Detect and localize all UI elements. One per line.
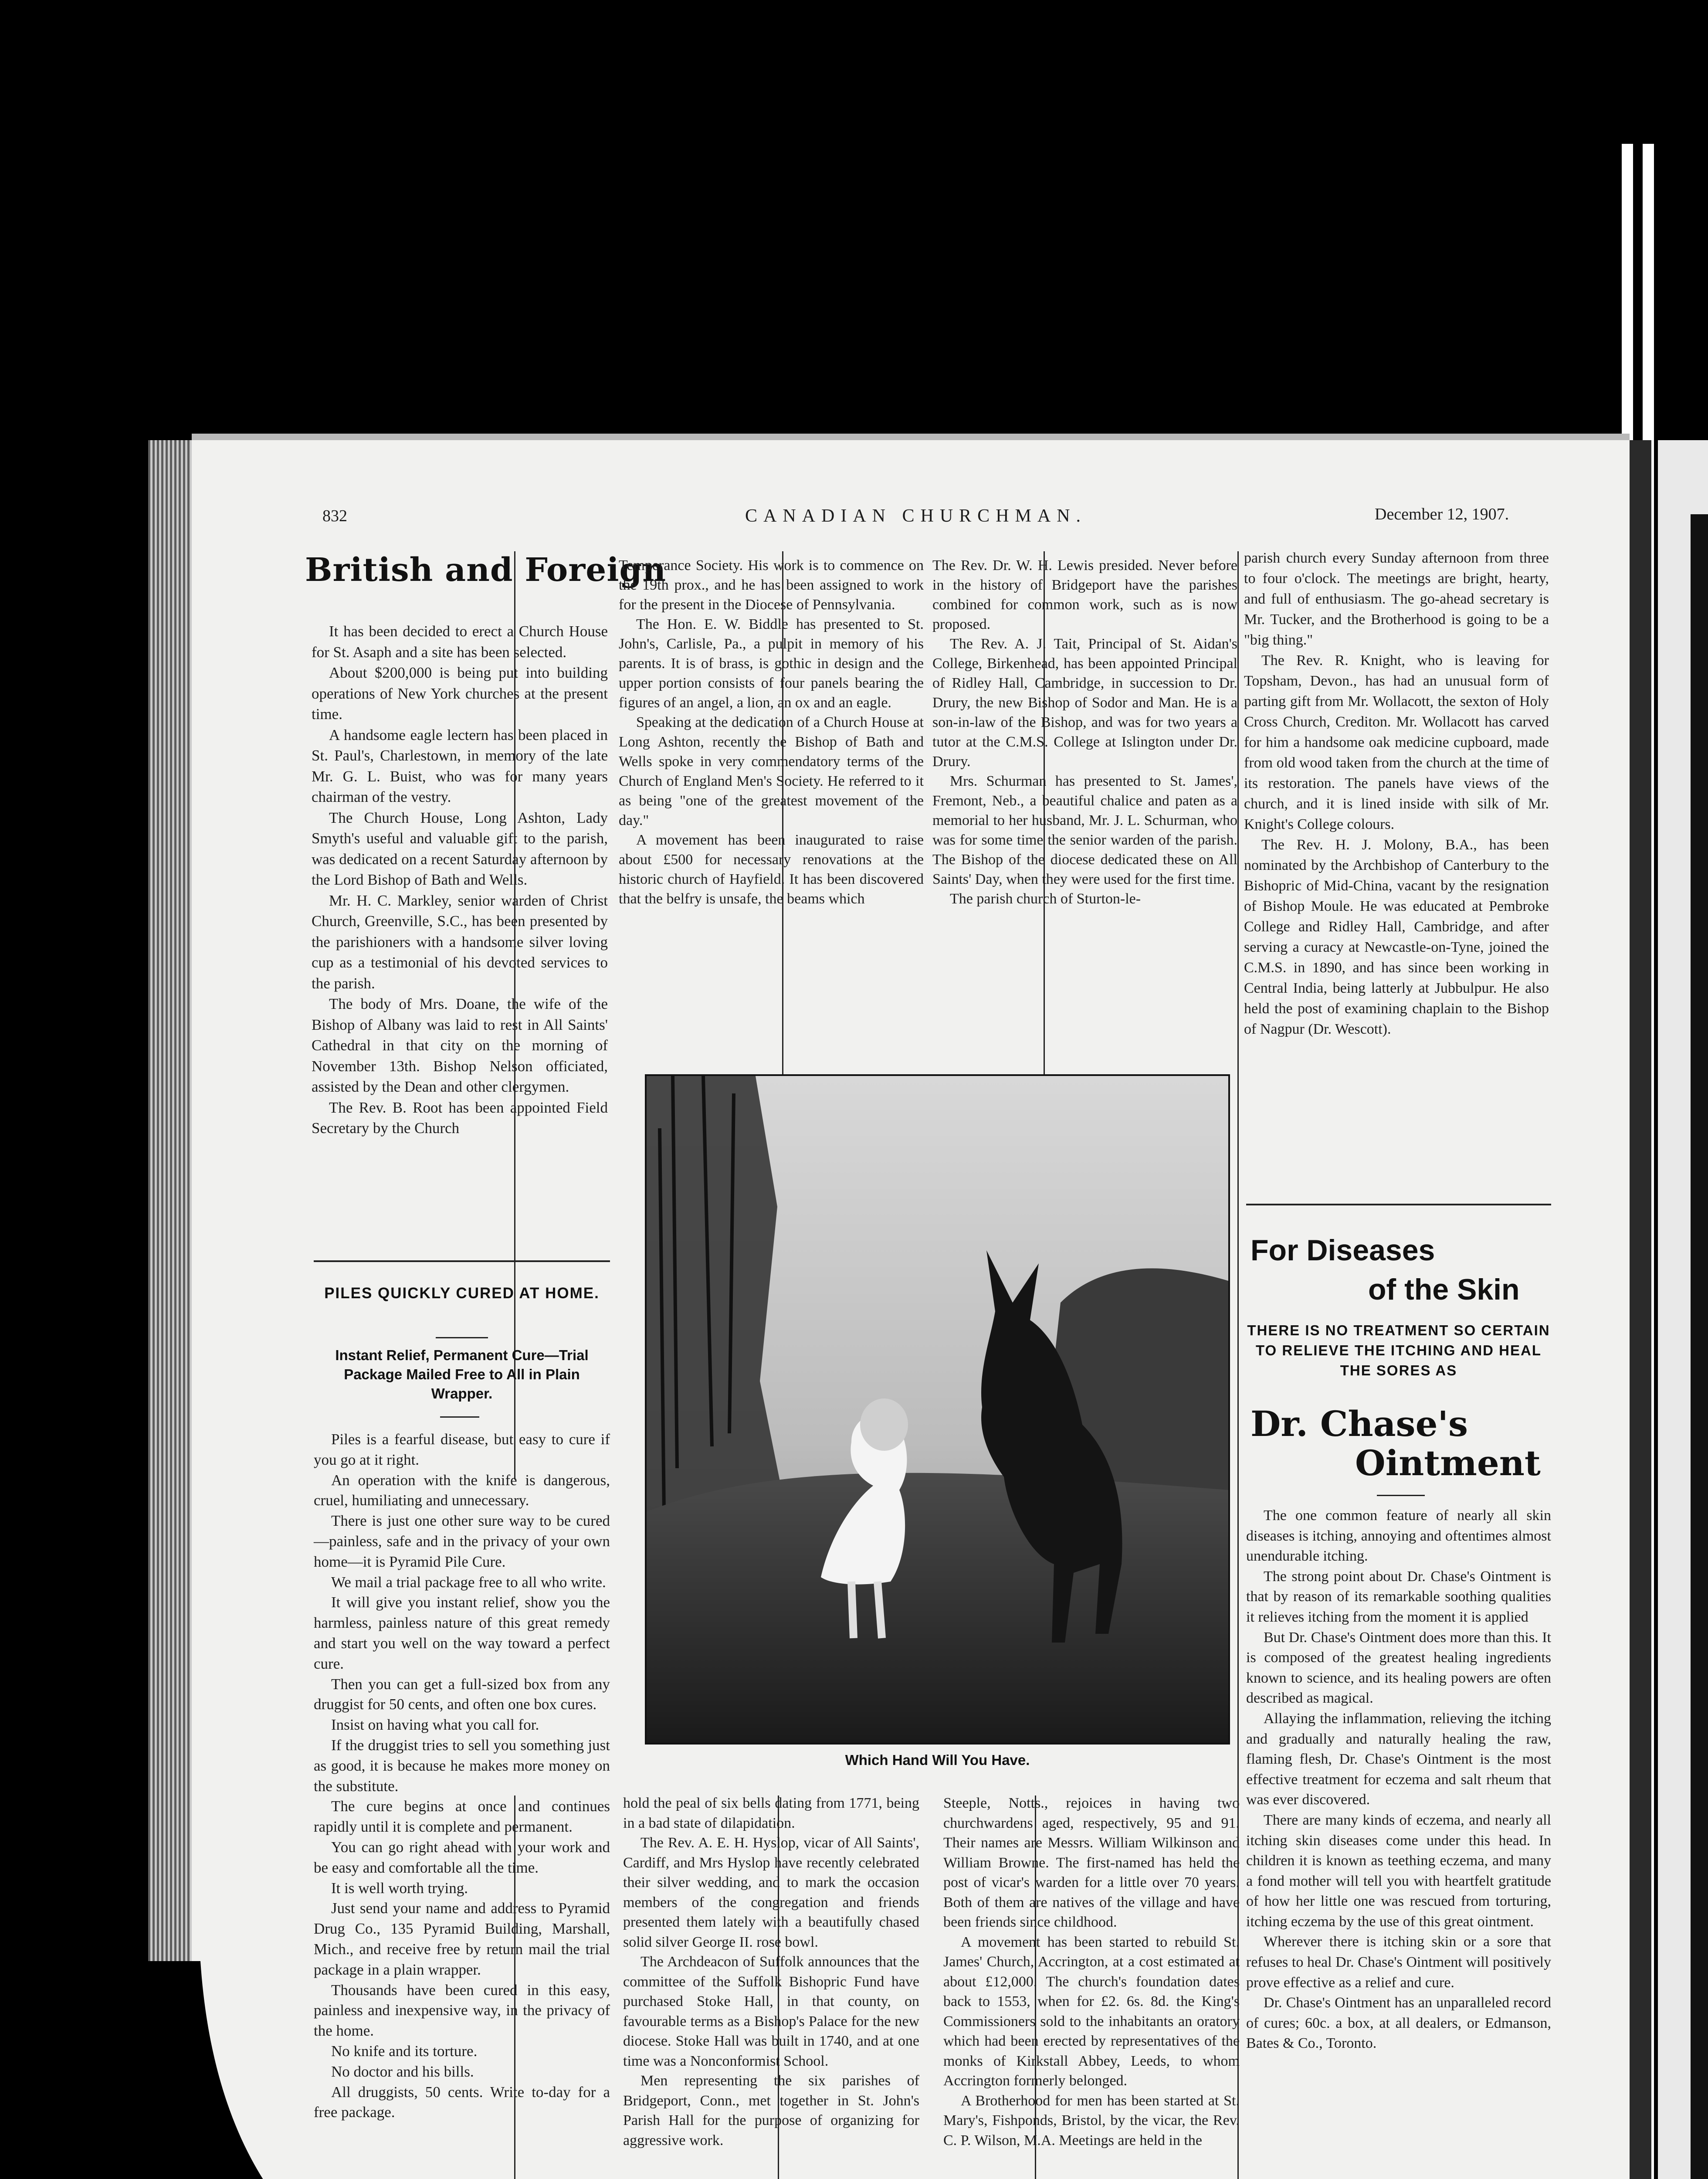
ad-paragraph: All druggists, 50 cents. Write to-day for a free package.	[314, 2083, 610, 2121]
news-item: Temperance Society. His work is to commence on the 19th prox., and he has been assigned to work for the present in the Diocese of Pennsylvania.	[619, 557, 924, 613]
binding-shadow	[148, 1961, 349, 2179]
ad-divider-rule	[1246, 1204, 1551, 1205]
column-4-news	[1244, 548, 1549, 1039]
news-item: Men representing the six parishes of Bridgeport, Conn., met together in St. John's Parish Hall for the purpose of organizing for aggressive work.	[623, 2073, 919, 2148]
film-edge-dark	[1691, 514, 1708, 2179]
photo-illustration	[647, 1076, 1228, 1743]
column-1-news	[312, 621, 608, 1139]
chase-ad-title-line-2: of the Skin	[1368, 1273, 1520, 1306]
short-rule	[436, 1337, 488, 1338]
ad-paragraph: An operation with the knife is dangerous, cruel, humiliating and unnecessary.	[314, 1471, 610, 1509]
ad-paragraph: It will give you instant relief, show you the harmless, painless nature of this great remedy and start you well on the way toward a perfect cure.	[314, 1594, 610, 1672]
issue-date: December 12, 1907.	[1375, 505, 1509, 523]
photo-ground	[647, 1473, 1228, 1743]
ad-paragraph: Insist on having what you call for.	[331, 1716, 539, 1734]
ad-paragraph: There are many kinds of eczema, and nearly all itching skin diseases come under this head. In children it is known as teething eczema, and many a fond mother will tell you with heartfelt gratitude of how her little one was rescued from torturing, itching eczema by the use of this great ointment.	[1246, 1812, 1551, 1930]
news-item: A movement has been started to rebuild St. James' Church, Accrington, at a cost estimated at about £12,000. The church's foundation dates back to 1553, when for £2. 6s. 8d. the King's Commissioners sold to the inhabitants an oratory which had been erected by representatives of the monks of Kirkstall Abbey, Leeds, to whom Accrington formerly belonged.	[943, 1934, 1240, 2089]
ad-paragraph: Thousands have been cured in this easy, painless and inexpensive way, in the privacy of the home.	[314, 1981, 610, 2040]
news-item: parish church every Sunday afternoon from three to four o'clock. The meetings are bright, hearty, and full of enthusiasm. The go-ahead secretary is Mr. Tucker, and the Brotherhood is going to be a "big thing."	[1244, 550, 1549, 648]
news-item: It has been decided to erect a Church House for St. Asaph and a site has been selected.	[312, 623, 608, 661]
ad-paragraph: We mail a trial package free to all who write.	[331, 1573, 606, 1591]
ad-paragraph: It is well worth trying.	[331, 1879, 468, 1897]
chase-ad-title-line-1: For Diseases	[1250, 1234, 1435, 1267]
masthead: CANADIAN CHURCHMAN.	[745, 506, 1087, 526]
news-item: Steeple, Notts., rejoices in having two churchwardens aged, respectively, 95 and 91. Their names are Messrs. William Wilkinson and William Browne. The first-named has held the post of vicar's warden for a little over 70 years. Both of them are natives of the village and have been friends since childhood.	[943, 1795, 1240, 1930]
ad-paragraph: Allaying the inflammation, relieving the itching and gradually and naturally healing the raw, flaming flesh, Dr. Chase's Ointment is the most effective treatment for eczema and salt rheum that was ever discovered.	[1246, 1710, 1551, 1808]
news-item: The Church House, Long Ashton, Lady Smyth's useful and valuable gift to the parish, was dedicated on a recent Saturday afternoon by the Lord Bishop of Bath and Wells.	[312, 809, 608, 888]
news-item: A movement has been inaugurated to raise about £500 for necessary renovations at the historic church of Hayfield. It has been discovered that the belfry is unsafe, the beams which	[619, 832, 924, 907]
photo-child-and-donkey	[645, 1074, 1230, 1745]
news-item: Mrs. Schurman has presented to St. James', Fremont, Neb., a beautiful chalice and paten as a memorial to her husband, Mr. J. L. Schurman, who was for some time the senior warden of the parish. The Bishop of the diocese dedicated these on All Saints' Day, when they were used for the first time.	[932, 773, 1237, 887]
news-item: The body of Mrs. Doane, the wife of the Bishop of Albany was laid to rest in All Saints' Cathedral in that city on the morning of November 13th. Bishop Nelson officiated, assisted by the Dean and other clergymen.	[312, 995, 608, 1095]
photo-caption: Which Hand Will You Have.	[845, 1752, 1030, 1768]
news-item: hold the peal of six bells dating from 1771, being in a bad state of dilapidation.	[623, 1795, 919, 1831]
ad-paragraph: No knife and its torture.	[331, 2042, 478, 2060]
ad-paragraph: Just send your name and address to Pyramid Drug Co., 135 Pyramid Building, Marshall, Mich., and receive free by return mail the trial package in a plain wrapper.	[314, 1900, 610, 1978]
news-item: About $200,000 is being put into building operations of New York churches at the present time.	[312, 664, 608, 723]
short-rule	[440, 1416, 479, 1418]
page-number: 832	[322, 507, 347, 525]
news-item: The Rev. B. Root has been appointed Field Secretary by the Church	[312, 1099, 608, 1137]
news-item: The parish church of Sturton-le-	[950, 891, 1141, 907]
column-2-news	[619, 556, 924, 909]
ad-paragraph: Wherever there is itching skin or a sore that refuses to heal Dr. Chase's Ointment will positively prove effective as a relief and cure.	[1246, 1934, 1551, 1991]
ad-paragraph: You can go right ahead with your work and be easy and comfortable all the time.	[314, 1838, 610, 1876]
ad-paragraph: The one common feature of nearly all skin diseases is itching, annoying and oftentimes almost unendurable itching.	[1246, 1507, 1551, 1565]
chase-ad-body	[1246, 1506, 1551, 2054]
news-item: Speaking at the dedication of a Church House at Long Ashton, recently the Bishop of Bath and Wells spoke in very commendatory terms of the Church of England Men's Society. He referred to it as being "one of the greatest movement of the day."	[619, 714, 924, 828]
ad-paragraph: There is just one other sure way to be cured—painless, safe and in the privacy of your own home—it is Pyramid Pile Cure.	[314, 1512, 610, 1570]
piles-ad-headline: PILES QUICKLY CURED AT HOME.	[324, 1285, 600, 1302]
piles-ad-body	[314, 1429, 610, 2123]
ad-divider-rule	[314, 1260, 610, 1262]
news-item: The Rev. A. J. Tait, Principal of St. Aidan's College, Birkenhead, has been appointed Principal of Ridley Hall, Cambridge, in succession to Dr. Drury, the new Bishop of Sodor and Man. He is a son-in-law of the Bishop, and was for two years a tutor at the C.M.S. College at Islington under Dr. Drury.	[932, 636, 1237, 770]
news-item: The Rev. H. J. Molony, B.A., has been nominated by the Archbishop of Canterbury to the Bishopric of Mid-China, vacant by the resignation of Bishop Moule. He was educated at Pembroke College and Ridley Hall, Cambridge, and after serving a curacy at Newcastle-on-Tyne, joined the C.M.S. in 1890, and has since been working in Central India, being latterly at Jubbulpur. He also held the post of examining chaplain to the Bishop of Nagpur (Dr. Wescott).	[1244, 837, 1549, 1037]
section-title: British and Foreign	[305, 551, 666, 589]
column-2-continued	[623, 1793, 919, 2150]
ad-paragraph: But Dr. Chase's Ointment does more than this. It is composed of the greatest healing ingredients known to science, and its healing powers are often described as magical.	[1246, 1629, 1551, 1707]
news-item: The Hon. E. W. Biddle has presented to St. John's, Carlisle, Pa., a pulpit in memory of his parents. It is of brass, is gothic in design and the upper portion consists of four panels bearing the figures of an angel, a lion, an ox and an eagle.	[619, 616, 924, 711]
ad-paragraph: The strong point about Dr. Chase's Ointment is that by reason of its remarkable soothing qualities it relieves itching from the moment it is applied	[1246, 1568, 1551, 1625]
news-item: Mr. H. C. Markley, senior warden of Christ Church, Greenville, S.C., has been presented by the parishioners with a handsome silver loving cup as a testimonial of his devoted services to the parish.	[312, 892, 608, 992]
ad-paragraph: No doctor and his bills.	[331, 2063, 474, 2080]
short-rule	[1377, 1495, 1425, 1496]
news-item: The Archdeacon of Suffolk announces that the committee of the Suffolk Bishopric Fund have purchased Stoke Hall, in that county, on favourable terms as a Bishop's Palace for the new diocese. Stoke Hall was built in 1740, and at one time was a Nonconformist School.	[623, 1954, 919, 2069]
page-gutter-shadow	[1630, 440, 1651, 2179]
ad-paragraph: Then you can get a full-sized box from any druggist for 50 cents, and often one box cures.	[314, 1675, 610, 1713]
column-3-news	[932, 556, 1237, 909]
news-item: The Rev. A. E. H. Hyslop, vicar of All Saints', Cardiff, and Mrs Hyslop have recently celebrated their silver wedding, and to mark the occasion members of the congregation and friends presented them lately with a beautifully chased solid silver George II. rose bowl.	[623, 1835, 919, 1950]
chase-ad-tagline: THERE IS NO TREATMENT SO CERTAIN TO RELIEVE THE ITCHING AND HEAL THE SORES AS	[1247, 1322, 1550, 1378]
news-item: The Rev. Dr. W. H. Lewis presided. Never before in the history of Bridgeport have the parishes combined for common work, such as is now proposed.	[932, 557, 1237, 632]
ad-paragraph: Dr. Chase's Ointment has an unparalleled record of cures; 60c. a box, at all dealers, or Edmanson, Bates & Co., Toronto.	[1246, 1995, 1551, 2052]
chase-ad-brand-line-1: Dr. Chase's	[1250, 1403, 1468, 1444]
photo-child-head	[860, 1398, 908, 1451]
news-item: The Rev. R. Knight, who is leaving for Topsham, Devon., has had an unusual form of parting gift from Mr. Wollacott, the sexton of Holy Cross Church, Crediton. Mr. Wollacott has carved for him a handsome oak medicine cupboard, made from old wood taken from the church at the time of its restoration. The panels have views of the church, and it is lined inside with silk of Mr. Knight's College colours.	[1244, 652, 1549, 832]
ad-paragraph: The cure begins at once and continues rapidly until it is complete and permanent.	[314, 1798, 610, 1836]
news-item: A handsome eagle lectern has been placed in St. Paul's, Charlestown, in memory of the late Mr. G. L. Buist, who was for many years chairman of the vestry.	[312, 726, 608, 805]
chase-ad-brand-line-2: Ointment	[1355, 1442, 1541, 1483]
ad-paragraph: Piles is a fearful disease, but easy to cure if you go at it right.	[314, 1431, 610, 1468]
piles-ad-subhead: Instant Relief, Permanent Cure—Trial Package Mailed Free to All in Plain Wrapper.	[335, 1347, 589, 1402]
ad-paragraph: If the druggist tries to sell you something just as good, it is because he makes more money on the substitute.	[314, 1736, 610, 1795]
news-item: A Brotherhood for men has been started at St. Mary's, Fishponds, Bristol, by the vicar, the Rev. C. P. Wilson, M.A. Meetings are held in the	[943, 2092, 1240, 2148]
column-3-continued	[943, 1793, 1240, 2150]
